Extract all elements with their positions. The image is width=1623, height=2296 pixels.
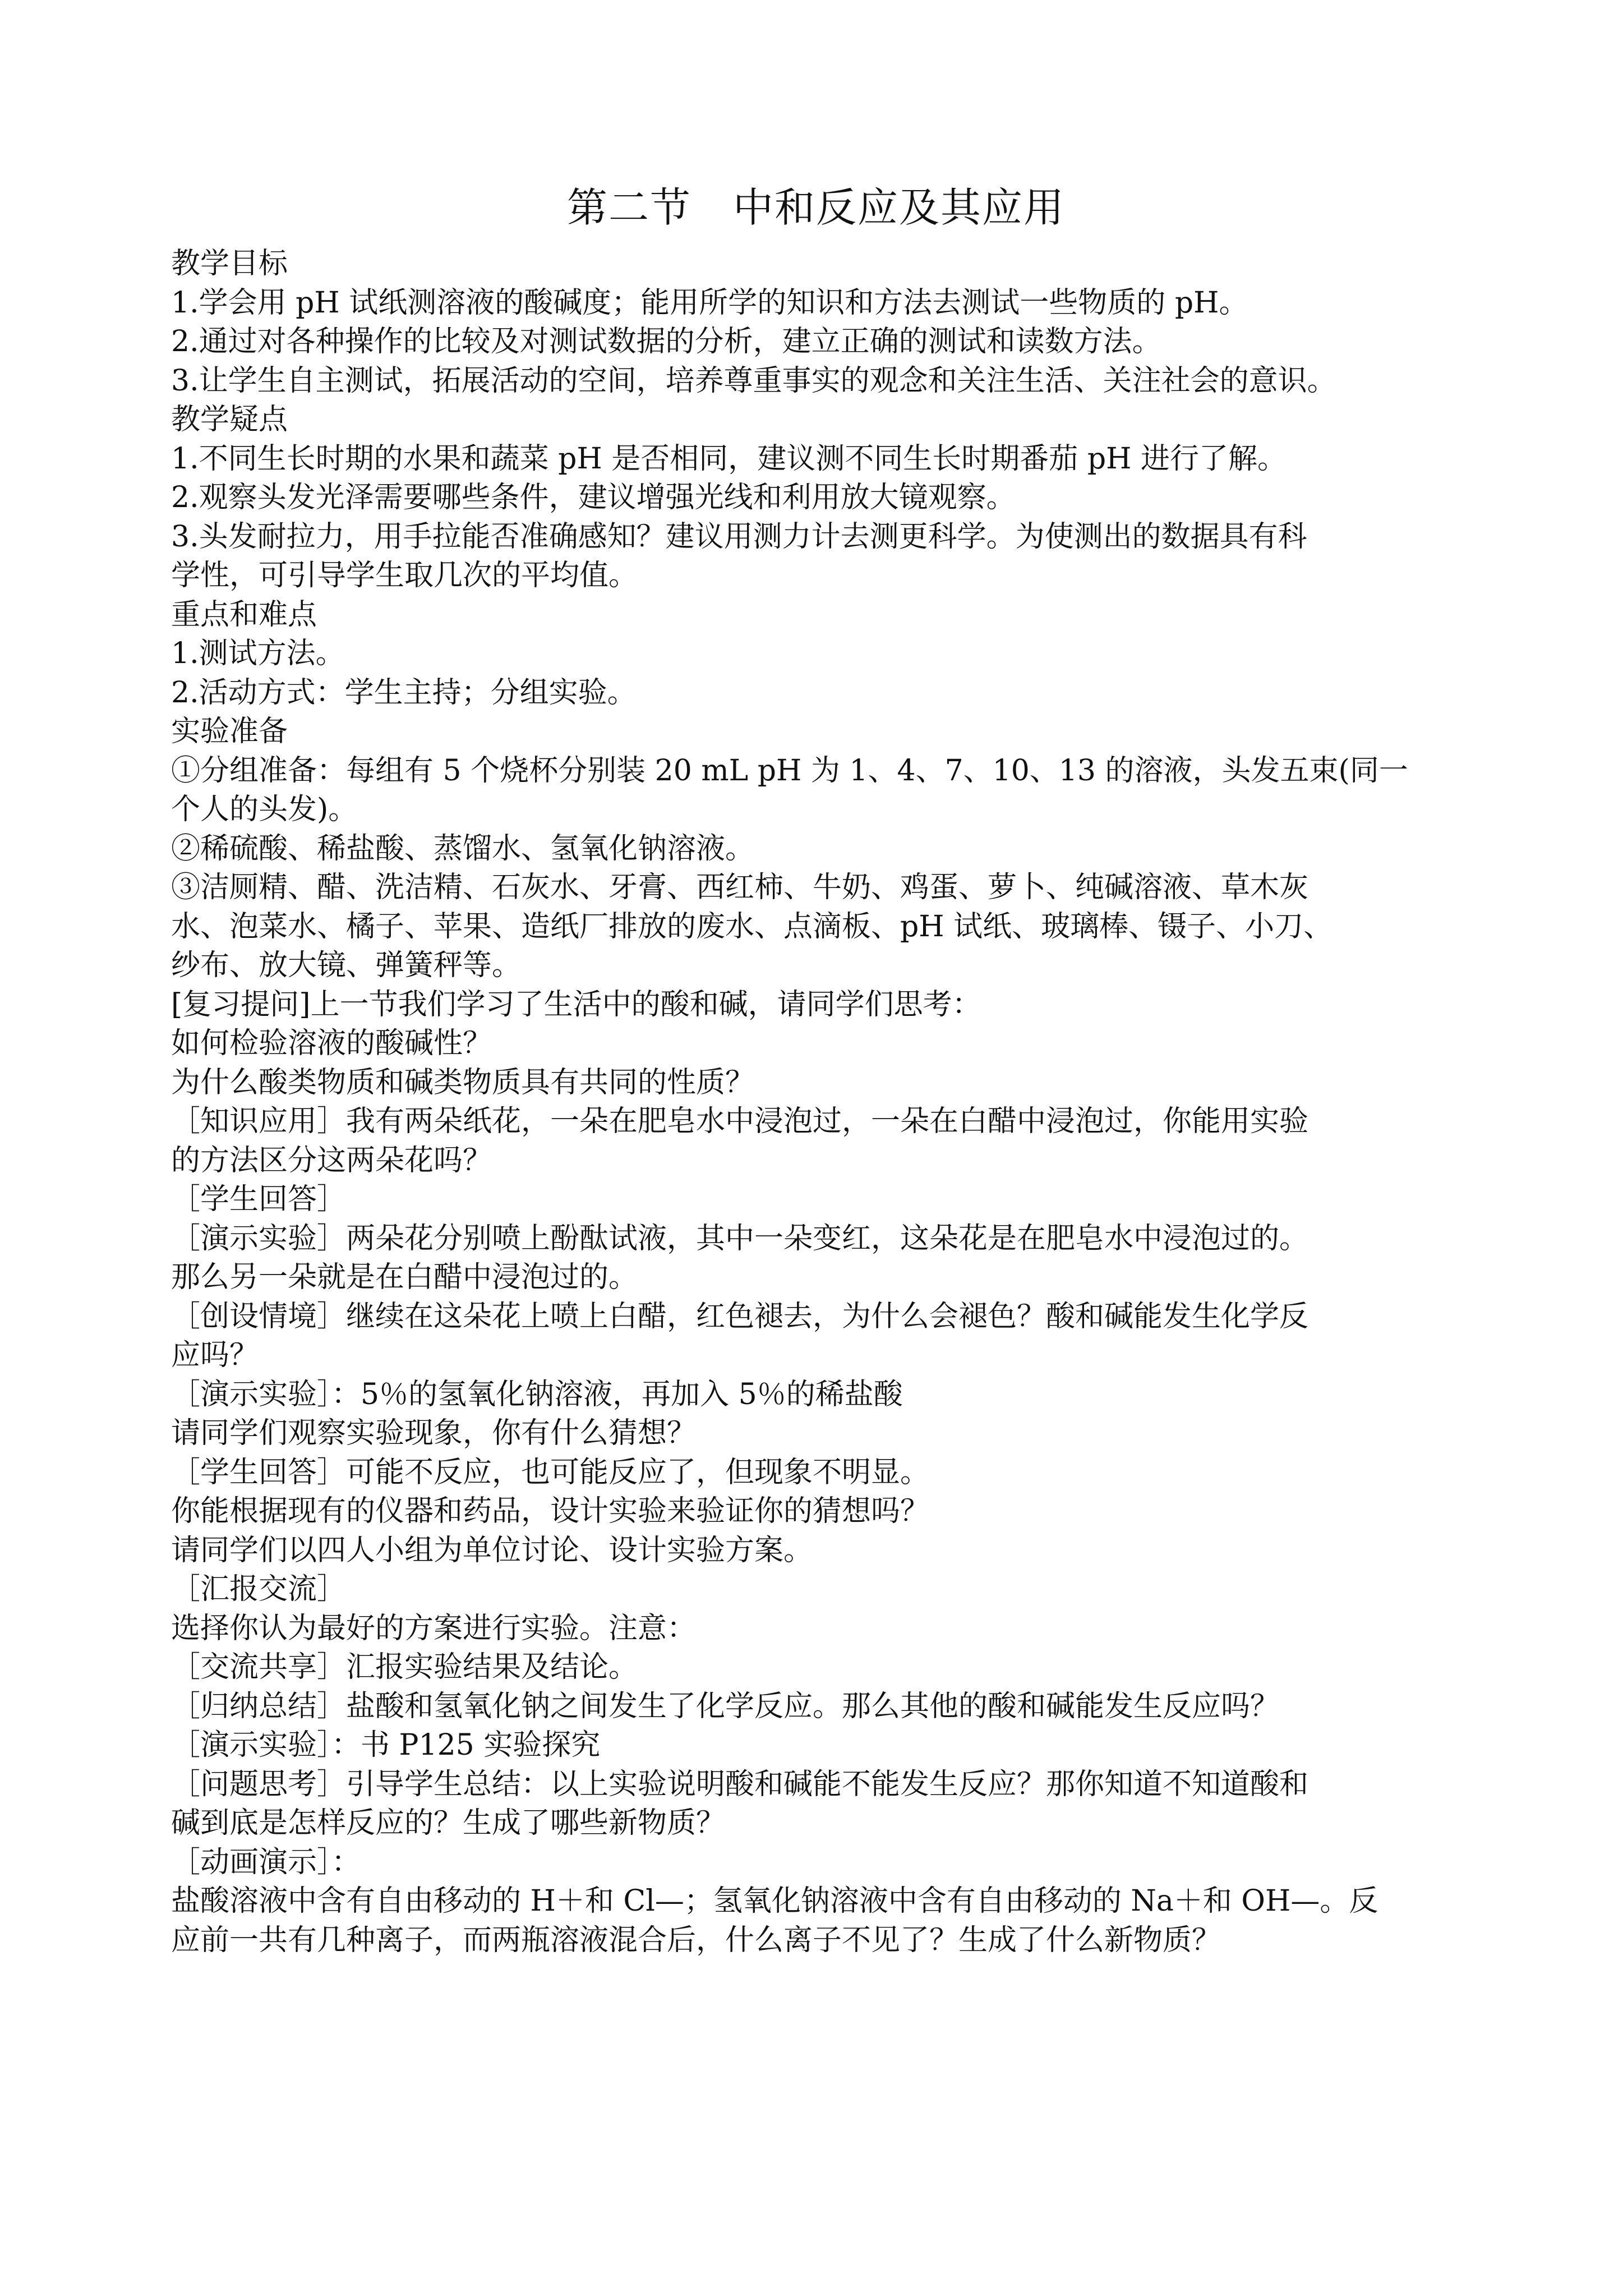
section-heading: 教学目标 [171, 247, 288, 280]
section-heading: 重点和难点 [171, 597, 317, 632]
document-title: 第二节 中和反应及其应用 [566, 184, 1065, 231]
text-line: ［创设情境］继续在这朵花上喷上白醋，红色褪去，为什么会褪色？酸和碱能发生化学反 [171, 1299, 1309, 1333]
text-line: 3.头发耐拉力，用手拉能否准确感知？建议用测力计去测更科学。为使测出的数据具有科 [171, 519, 1307, 554]
text-line: 1.不同生长时期的水果和蔬菜 pH 是否相同，建议测不同生长时期番茄 pH 进行了解。 [171, 441, 1287, 476]
text-line: 学性，可引导学生取几次的平均值。 [171, 559, 638, 592]
text-line: 如何检验溶液的酸碱性？ [171, 1027, 492, 1060]
text-line: [复习提问]上一节我们学习了生活中的酸和碱，请同学们思考： [171, 987, 981, 1022]
text-line: ［动画演示］： [171, 1845, 361, 1879]
text-line: 个人的头发)。 [171, 793, 358, 826]
text-line: 碱到底是怎样反应的？生成了哪些新物质？ [171, 1806, 726, 1840]
text-line: 1.测试方法。 [171, 637, 345, 670]
document-page [171, 180, 1461, 1960]
document-body [171, 245, 1461, 1960]
text-line: 请同学们观察实验现象，你有什么猜想？ [171, 1416, 697, 1450]
text-line: 水、泡菜水、橘子、苹果、造纸厂排放的废水、点滴板、pH 试纸、玻璃棒、镊子、小刀、 [171, 909, 1333, 944]
text-line: ③洁厕精、醋、洗洁精、石灰水、牙膏、西红柿、牛奶、鸡蛋、萝卜、纯碱溶液、草木灰 [171, 871, 1309, 904]
text-line: ［汇报交流］ [171, 1572, 347, 1606]
section-heading: 教学疑点 [171, 403, 288, 436]
text-line: 那么另一朵就是在白醋中浸泡过的。 [171, 1260, 638, 1294]
text-line: 纱布、放大镜、弹簧秤等。 [171, 949, 522, 982]
text-line: 2.通过对各种操作的比较及对测试数据的分析，建立正确的测试和读数方法。 [171, 325, 1161, 358]
text-line: ①分组准备：每组有 5 个烧杯分别装 20 mL pH 为 1、4、7、10、13 的溶液，头发五束(同一 [171, 753, 1408, 788]
text-line: ［演示实验］：5％的氢氧化钠溶液，再加入 5％的稀盐酸 [171, 1377, 903, 1411]
text-line: ［演示实验］：书 P125 实验探究 [171, 1728, 601, 1762]
text-line: 应前一共有几种离子，而两瓶溶液混合后，什么离子不见了？生成了什么新物质？ [171, 1923, 1221, 1957]
text-line: ［学生回答］可能不反应，也可能反应了，但现象不明显。 [171, 1455, 930, 1489]
text-line: 为什么酸类物质和碱类物质具有共同的性质？ [171, 1065, 755, 1099]
text-line: 请同学们以四人小组为单位讨论、设计实验方案。 [171, 1533, 813, 1567]
text-line: ［知识应用］我有两朵纸花，一朵在肥皂水中浸泡过，一朵在白醋中浸泡过，你能用实验 [171, 1105, 1309, 1138]
text-line: 3.让学生自主测试，拓展活动的空间，培养尊重事实的观念和关注生活、关注社会的意识。 [171, 364, 1336, 398]
text-line: ［问题思考］引导学生总结：以上实验说明酸和碱能不能发生反应？那你知道不知道酸和 [171, 1767, 1309, 1801]
text-line: 应吗？ [171, 1338, 259, 1372]
text-line: ［交流共享］汇报实验结果及结论。 [171, 1650, 638, 1684]
text-line: 你能根据现有的仪器和药品，设计实验来验证你的猜想吗？ [171, 1494, 930, 1528]
text-line: 的方法区分这两朵花吗？ [171, 1143, 492, 1177]
text-line: ［演示实验］两朵花分别喷上酚酞试液，其中一朵变红，这朵花是在肥皂水中浸泡过的。 [171, 1221, 1309, 1255]
text-line: 2.活动方式：学生主持；分组实验。 [171, 675, 637, 710]
text-line: ［学生回答］ [171, 1182, 347, 1216]
text-line: ②稀硫酸、稀盐酸、蒸馏水、氢氧化钠溶液。 [171, 831, 755, 866]
text-line: 2.观察头发光泽需要哪些条件，建议增强光线和利用放大镜观察。 [171, 481, 1016, 514]
text-line: 1.学会用 pH 试纸测溶液的酸碱度；能用所学的知识和方法去测试一些物质的 pH。 [171, 286, 1248, 320]
section-heading: 实验准备 [171, 715, 288, 748]
text-line: 选择你认为最好的方案进行实验。注意： [171, 1611, 697, 1645]
text-line: ［归纳总结］盐酸和氢氧化钠之间发生了化学反应。那么其他的酸和碱能发生反应吗？ [171, 1689, 1280, 1723]
text-line: 盐酸溶液中含有自由移动的 H＋和 Cl—；氢氧化钠溶液中含有自由移动的 Na＋和 OH—。反 [171, 1884, 1378, 1918]
